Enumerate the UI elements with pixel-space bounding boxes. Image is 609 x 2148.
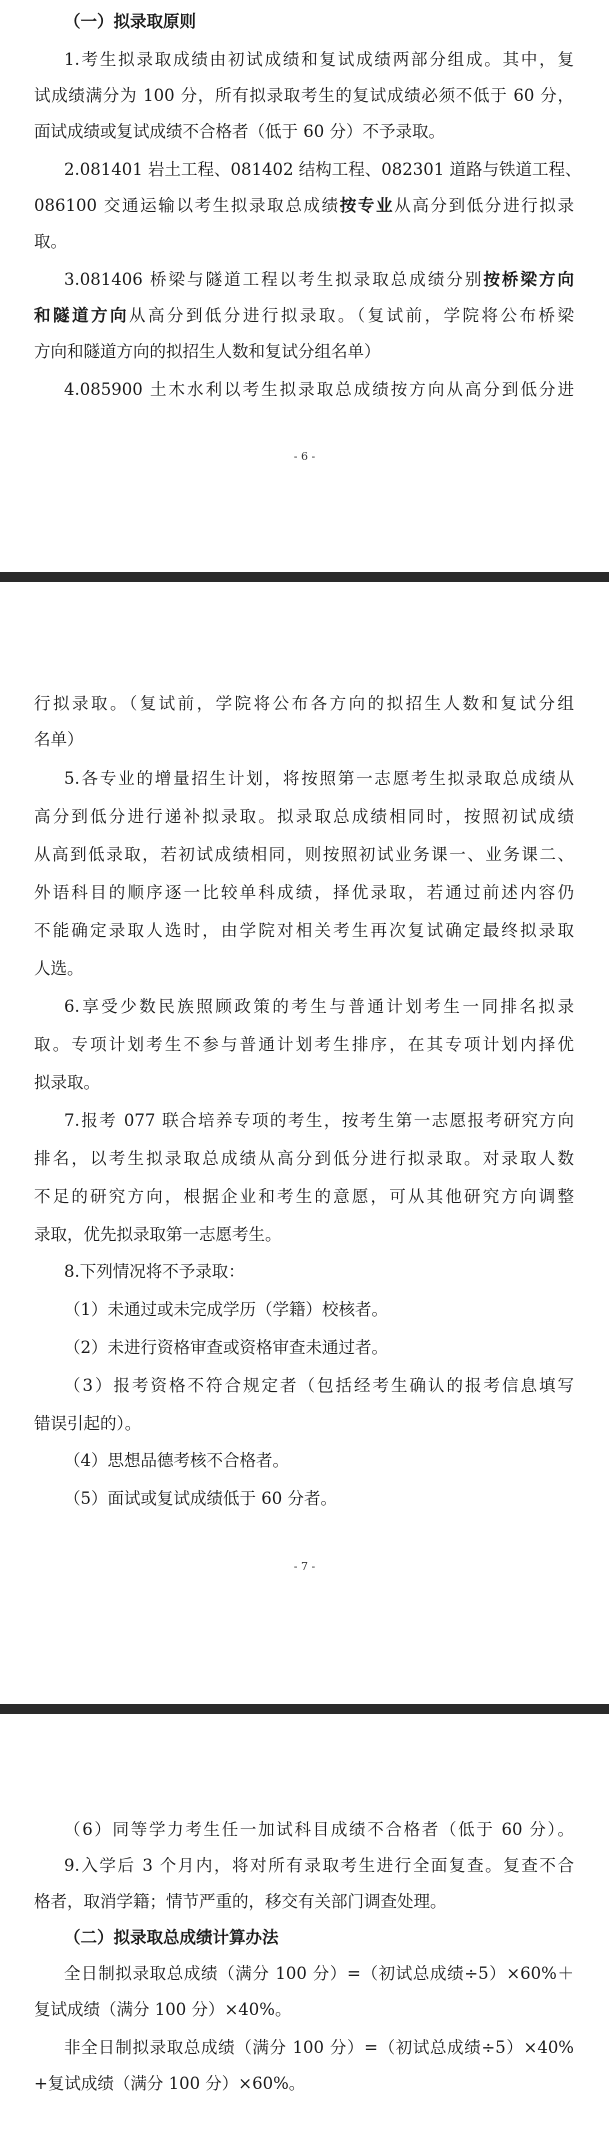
p5-line1: 5.各专业的增量招生计划，将按照第一志愿考生拟录取总成绩从	[64, 769, 574, 788]
formula-fulltime-line2: 复试成绩（满分 100 分）×40%。	[34, 2000, 292, 2019]
p2-line3: 取。	[34, 232, 67, 251]
p1-line1: 1.考生拟录取成绩由初试成绩和复试成绩两部分组成。其中，复	[64, 50, 574, 69]
p7-line1: 7.报考 077 联合培养专项的考生，按考生第一志愿报考研究方向	[64, 1111, 574, 1130]
page-separator	[0, 572, 609, 582]
p1-line3: 面试成绩或复试成绩不合格者（低于 60 分）不予录取。	[34, 122, 445, 141]
p3-line1: 3.081406 桥梁与隧道工程以考生拟录取总成绩分别按桥梁方向	[64, 270, 574, 289]
p3-line2: 和隧道方向从高分到低分进行拟录取。（复试前，学院将公布桥梁	[34, 306, 575, 325]
page-separator	[0, 1704, 609, 1714]
p5-line5: 不能确定录取人选时，由学院对相关考生再次复试确定最终拟录取	[34, 921, 574, 940]
p4-cont-line2: 名单）	[34, 730, 84, 749]
p5-line6: 人选。	[34, 959, 84, 978]
p2-line2: 086100 交通运输以考生拟录取总成绩按专业从高分到低分进行拟录	[34, 196, 575, 215]
p7-line2: 排名，以考生拟录取总成绩从高分到低分进行拟录取。对录取人数	[34, 1149, 574, 1168]
p2-line1: 2.081401 岩土工程、081402 结构工程、082301 道路与铁道工程、	[64, 160, 582, 179]
section-heading-score-calculation: （二）拟录取总成绩计算办法	[64, 1928, 279, 1947]
p7-line3: 不足的研究方向，根据企业和考生的意愿，可从其他研究方向调整	[34, 1187, 574, 1206]
p3-line3: 方向和隧道方向的拟招生人数和复试分组名单）	[34, 342, 381, 361]
p6-line1: 6.享受少数民族照顾政策的考生与普通计划考生一同排名拟录	[64, 997, 574, 1016]
p9-line2: 格者，取消学籍；情节严重的，移交有关部门调查处理。	[34, 1892, 447, 1911]
item-3-line2: 错误引起的）。	[34, 1414, 142, 1433]
p5-line2: 高分到低分进行递补拟录取。拟录取总成绩相同时，按照初试成绩	[34, 807, 574, 826]
formula-parttime-line1: 非全日制拟录取总成绩（满分 100 分）=（初试总成绩÷5）×40%	[64, 2038, 574, 2057]
formula-parttime-line2: +复试成绩（满分 100 分）×60%。	[34, 2074, 306, 2093]
p7-line4: 录取，优先拟录取第一志愿考生。	[34, 1225, 282, 1244]
page-number-7: - 7 -	[293, 1560, 316, 1573]
p6-line3: 拟录取。	[34, 1073, 100, 1092]
p1-line2: 试成绩满分为 100 分，所有拟录取考生的复试成绩必须不低于 60 分，	[34, 86, 574, 105]
item-4: （4）思想品德考核不合格者。	[64, 1451, 289, 1470]
p5-line4: 外语科目的顺序逐一比较单科成绩，择优录取，若通过前述内容仍	[34, 883, 574, 902]
item-6: （6）同等学力考生任一加试科目成绩不合格者（低于 60 分）。	[64, 1820, 574, 1839]
item-1: （1）未通过或未完成学历（学籍）校核者。	[64, 1300, 388, 1319]
p4-line1: 4.085900 土木水利以考生拟录取总成绩按方向从高分到低分进	[64, 380, 574, 399]
p8-line1: 8.下列情况将不予录取：	[64, 1262, 245, 1281]
page-number-6: - 6 -	[293, 450, 316, 463]
p9-line1: 9.入学后 3 个月内，将对所有录取考生进行全面复查。复查不合	[64, 1856, 574, 1875]
item-3-line1: （3）报考资格不符合规定者（包括经考生确认的报考信息填写	[64, 1376, 574, 1395]
p6-line2: 取。专项计划考生不参与普通计划考生排序，在其专项计划内择优	[34, 1035, 574, 1054]
p4-cont-line1: 行拟录取。（复试前，学院将公布各方向的拟招生人数和复试分组	[34, 694, 574, 713]
item-2: （2）未进行资格审查或资格审查未通过者。	[64, 1338, 388, 1357]
formula-fulltime-line1: 全日制拟录取总成绩（满分 100 分）=（初试总成绩÷5）×60%＋	[64, 1964, 574, 1983]
p5-line3: 从高到低录取，若初试成绩相同，则按照初试业务课一、业务课二、	[34, 845, 574, 864]
section-heading-admission-principles: （一）拟录取原则	[64, 12, 196, 31]
item-5: （5）面试或复试成绩低于 60 分者。	[64, 1489, 337, 1508]
